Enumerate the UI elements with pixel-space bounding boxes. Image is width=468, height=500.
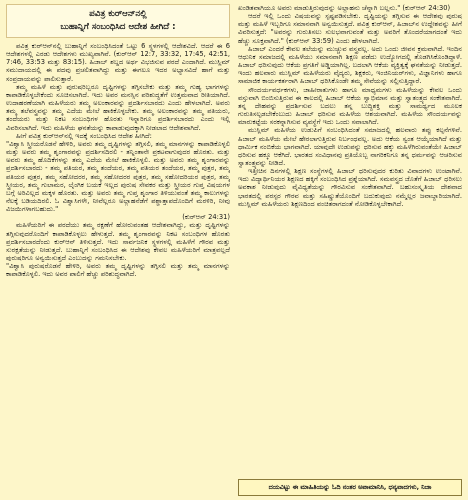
quran-quote-continued: ಖಂಡಿತವಾಗಿಯೂ ಅವರು ಮಾಡುತ್ತಿರುವುದನ್ನು ಅಲ್ಲಾಹನು ಚೆನ್ನಾಗಿ ಬಲ್ಲನು." (ಕುರ್‌ಆನ್ 24:30)	[238, 4, 451, 12]
paragraph: ತಮ್ಮ ಮಹಿಳೆ ಮತ್ತು ಪುರುಷರಿಬ್ಬರೂ ದೃಷ್ಟಿಗಳನ್ನು ತಗ್ಗಿಸಬೇಕು ಮತ್ತು ತಮ್ಮ ಗುಹ್ಯ ಭಾಗಗಳನ್ನು ಕಾಪಾಡಿಕೊಳ್ಳಬೇಕೆಂದು ಸೂಚಿಸಲಾಗಿದೆ. ಇದು ಅವರ ಮನಸ್ಸಿನ ಪರಿಶುದ್ಧತೆಗೆ ಉತ್ತಮವಾದ ರೀತಿಯಾಗಿದೆ. ಉದಾಹರಣೆಯಾಗಿ ಮಹಿಳೆಯರು ತಮ್ಮ ಅಲಂಕಾರವನ್ನು ಪ್ರದರ್ಶಿಸಬಾರದು ಎಂದು ಹೇಳಲಾಗಿದೆ. ಅವರು ತಮ್ಮ ತಲೆವಸ್ತ್ರವನ್ನು ತಮ್ಮ ಎದೆಯ ಮೇಲೆ ಹಾಕಿಕೊಳ್ಳಬೇಕು. ತಮ್ಮ ಅಲಂಕಾರವನ್ನು ತಮ್ಮ ಪತಿಯರು, ತಂದೆಯರು ಮತ್ತು ನಿಕಟ ಸಂಬಂಧಿಗಳ ಹೊರತು ಇನ್ನಾರಿಗೂ ಪ್ರದರ್ಶಿಸಬಾರದು ಎಂದು ಇಲ್ಲಿ ವಿವರಿಸಲಾಗಿದೆ. ಇದು ಮಹಿಳೆಯ ಘನತೆಯನ್ನು ಕಾಪಾಡುವುದಕ್ಕಾಗಿ ನೀಡಲಾದ ಆದೇಶವಾಗಿದೆ.	[6, 82, 230, 132]
paragraph: ಹಿಜಾಬ್ ಎಂದರೆ ಕೇವಲ ತಲೆಯನ್ನು ಮುಚ್ಚುವ ವಸ್ತ್ರವಲ್ಲ. ಅದು ಒಂದು ಜೀವನ ಕ್ರಮವಾಗಿದೆ. ಇಂದಿನ ಆಧುನಿಕ ಸಮಾಜದಲ್ಲಿ ಮಹಿಳೆಯು ಸಮಾನವಾಗಿ ಶಿಕ್ಷಣ ಪಡೆದು ಉದ್ಯೋಗದಲ್ಲಿ ತೊಡಗಿಸಿಕೊಂಡಿದ್ದಾಳೆ. ಹಿಜಾಬ್ ಧರಿಸುವುದು ಆಕೆಯ ಪ್ರಗತಿಗೆ ಅಡ್ಡಿಯಾಗಿಲ್ಲ. ಬದಲಾಗಿ ಆಕೆಯ ವ್ಯಕ್ತಿತ್ವಕ್ಕೆ ಘನತೆಯನ್ನು ನೀಡುತ್ತದೆ. ಇಂದು ಹಲವಾರು ಮುಸ್ಲಿಮ್ ಮಹಿಳೆಯರು ವೈದ್ಯರು, ಶಿಕ್ಷಕರು, ಇಂಜಿನಿಯರ್‌ಗಳು, ವಿಜ್ಞಾನಿಗಳು ಹಾಗೂ ಸಾಮಾಜಿಕ ಕಾರ್ಯಕರ್ತರಾಗಿ ಹಿಜಾಬ್ ಧರಿಸಿಕೊಂಡೇ ತಮ್ಮ ಸೇವೆಯನ್ನು ಸಲ್ಲಿಸುತ್ತಿದ್ದಾರೆ.	[238, 44, 462, 86]
quran-citation: (ಕುರ್‌ಆನ್ 24:31)	[182, 213, 230, 222]
quran-quote: "ವಿಶ್ವಾಸಿ ಪುರುಷರೊಡನೆ ಹೇಳಿರಿ, ಅವರು ತಮ್ಮ ದೃಷ್ಟಿಗಳನ್ನು ತಗ್ಗಿಸಲಿ ಮತ್ತು ತಮ್ಮ ಮಾನಗಳನ್ನು ಕಾಪಾಡಿಕೊಳ್ಳಲಿ. ಇದು ಅವರ ಪಾಲಿಗೆ ಹೆಚ್ಚು ಪರಿಶುದ್ಧವಾಗಿದೆ.	[6, 262, 230, 279]
paragraph: ಪವಿತ್ರ ಕುರ್‌ಆನ್‌ನಲ್ಲಿ ಬುಹಾನ್ನಿಗೆ ಸಂಬಂಧಿಸಿದಂತೆ ಒಟ್ಟು 6 ಸ್ಥಳಗಳಲ್ಲಿ ಆದೇಶವಿದೆ. ಆದರೆ ಈ 6 ಆದೇಶಗಳಲ್ಲಿ ಎರಡು ಆದೇಶಗಳು ಮುಖ್ಯವಾಗಿವೆ. (ಕುರ್‌ಆನ್ 12:7, 33:32, 17:45, 42:51, 7:46, 33:53 ಮತ್ತು 83:15). ಹಿಜಾಬ್ ಶಬ್ದದ ಅರ್ಥ ವಿಭಜಿಸುವ ಪರದೆ ಎಂದಾಗಿದೆ. ಮುಸ್ಲಿಮ್ ಸಮುದಾಯದಲ್ಲಿ ಈ ಪದವು ಪ್ರಚಲಿತವಾಗಿದ್ದು ಮತ್ತು ಈಗಲೂ ಇದರ ಅಭ್ಯಾಸವಿದೆ ಹಾಗೆ ಮತ್ತು ಸಂಪ್ರದಾಯವನ್ನು ಪಾಲಿಸುತ್ತಾರೆ.	[6, 42, 230, 83]
paragraph: ಮಹಿಳೆಯರಿಗೆ ಈ ಪರದೆಯು ತಮ್ಮ ರಕ್ಷಣೆಗೆ ಹೋರುವಂತಹ ಆದೇಶವಾಗಿದ್ದು, ಮತ್ತು ದೃಷ್ಟಿಗಳನ್ನು ತಗ್ಗಿಸುವುದರೊಂದಿಗೆ ಕಾಪಾಡಿಕೊಳ್ಳಲು ಹೇಳುತ್ತದೆ. ತಮ್ಮ ಶೃಂಗಾರವನ್ನು ನಿಕಟ ಸಂಬಂಧಿಗಳ ಹೊರತು ಪ್ರದರ್ಶಿಸಬಾರದೆಂದು ಕುರ್‌ಆನ್ ತಿಳಿಸುತ್ತದೆ. ಇದು ಸಾರ್ವಜನಿಕ ಸ್ಥಳಗಳಲ್ಲಿ ಮಹಿಳೆಗೆ ಗೌರವ ಮತ್ತು ಸುರಕ್ಷತೆಯನ್ನು ನೀಡುತ್ತದೆ. ಬುಹಾನ್ನಿಗೆ ಸಂಬಂಧಿಸಿದ ಈ ಆದೇಶವು ಕೇವಲ ಮಹಿಳೆಯರಿಗೆ ಮಾತ್ರವಲ್ಲದೆ ಪುರುಷರಿಗೂ ಅನ್ವಯಿಸುತ್ತದೆ ಎಂಬುದನ್ನು ಗಮನಿಸಬೇಕು.	[6, 221, 230, 263]
title-line-2: ಬುಹಾನ್ನಿಗೆ ಸಂಬಂಧಿಸಿದ ಆದೇಶ ಹೀಗಿದೆ :	[60, 22, 176, 32]
title-line-1: ಪವಿತ್ರ ಕುರ್‌ಆನ್‌ನಲ್ಲಿ	[89, 9, 147, 19]
right-column	[238, 4, 462, 472]
paragraph: ಹೀಗೆ ಪವಿತ್ರ ಕುರ್‌ಆನ್‌ನಲ್ಲಿ ಇದಕ್ಕೆ ಸಂಬಂಧಿಸಿದ ಆದೇಶ ಹೀಗಿದೆ:	[16, 131, 152, 140]
footer-note: ದಯವಿಟ್ಟು ಈ ಮಾಹಿತಿಯನ್ನು ಓದಿ ನಂತರ ಅಪಾಮಾನಿಸಿ, ಧನ್ಯವಾದಗಳು, ನಿಜಾ	[238, 479, 462, 496]
quran-quote: "ವಿಶ್ವಾಸಿ ಸ್ತ್ರೀಯರೊಡನೆ ಹೇಳಿರಿ, ಅವರು ತಮ್ಮ ದೃಷ್ಟಿಗಳನ್ನು ತಗ್ಗಿಸಲಿ, ತಮ್ಮ ಮಾನಗಳನ್ನು ಕಾಪಾಡಿಕೊಳ್ಳಲಿ ಮತ್ತು ಅವರು ತಮ್ಮ ಶೃಂಗಾರವನ್ನು ಪ್ರದರ್ಶಿಸದಿರಲಿ - ತನ್ನಿಂತಾನೇ ಪ್ರಕಟವಾಗುವುದರ ಹೊರತು. ಮತ್ತು ಅವರು ತಮ್ಮ ಹೊದಿಕೆಗಳನ್ನು ತಮ್ಮ ಎದೆಯ ಮೇಲೆ ಹಾಕಿಕೊಳ್ಳಲಿ. ಮತ್ತು ಅವರು ತಮ್ಮ ಶೃಂಗಾರವನ್ನು ಪ್ರದರ್ಶಿಸಬಾರದು - ತಮ್ಮ ಪತಿಯರ, ತಮ್ಮ ತಂದೆಯರ, ತಮ್ಮ ಪತಿಯರ ತಂದೆಯರ, ತಮ್ಮ ಪುತ್ರರ, ತಮ್ಮ ಪತಿಯರ ಪುತ್ರರ, ತಮ್ಮ ಸಹೋದರರ, ತಮ್ಮ ಸಹೋದರರ ಪುತ್ರರ, ತಮ್ಮ ಸಹೋದರಿಯರ ಪುತ್ರರ, ತಮ್ಮ ಸ್ತ್ರೀಯರ, ತಮ್ಮ ಗುಲಾಮರ, ಲೈಂಗಿಕ ಬಯಕೆ ಇಲ್ಲದ ಪುರುಷ ಸೇವಕರ ಮತ್ತು ಸ್ತ್ರೀಯರ ಗುಪ್ತ ವಿಷಯಗಳ ಬಗ್ಗೆ ಅರಿವಿಲ್ಲದ ಮಕ್ಕಳ ಹೊರತು. ಮತ್ತು ಅವರು ತಮ್ಮ ಗುಪ್ತ ಶೃಂಗಾರ ತಿಳಿಯುವಂತೆ ತಮ್ಮ ಕಾಲುಗಳನ್ನು ನೆಲಕ್ಕೆ ಬಡಿಯದಿರಲಿ. ಓ ವಿಶ್ವಾಸಿಗಳೇ, ನೀವೆಲ್ಲರೂ ಅಲ್ಲಾಹನೆಡೆಗೆ ಪಶ್ಚಾತ್ತಾಪದೊಂದಿಗೆ ಮರಳಿರಿ, ನೀವು ವಿಜಯಿಗಳಾಗಬಹುದು."	[6, 139, 230, 214]
left-column	[6, 42, 230, 496]
paragraph: ಮುಸ್ಲಿಮ್ ಮಹಿಳೆಯ ಉಡುಪಿಗೆ ಸಂಬಂಧಿಸಿದಂತೆ ಸಮಾಜದಲ್ಲಿ ಹಲವಾರು ತಪ್ಪು ಕಲ್ಪನೆಗಳಿವೆ. ಹಿಜಾಬ್ ಮಹಿಳೆಯ ಮೇಲೆ ಹೇರಲಾಗುತ್ತಿರುವ ನಿರ್ಬಂಧವಲ್ಲ. ಅದು ಆಕೆಯ ಸ್ವಂತ ಆಯ್ಕೆಯಾಗಿದೆ ಮತ್ತು ಧಾರ್ಮಿಕ ನಂಬಿಕೆಯ ಭಾಗವಾಗಿದೆ. ಯಾವುದೇ ಉಡುಪನ್ನು ಧರಿಸುವ ಹಕ್ಕು ಮಹಿಳೆಗಿರುವಂತೆಯೇ ಹಿಜಾಬ್ ಧರಿಸುವ ಹಕ್ಕೂ ಆಕೆಗಿದೆ. ಭಾರತದ ಸಂವಿಧಾನವು ಪ್ರತಿಯೊಬ್ಬ ನಾಗರಿಕನಿಗೂ ತನ್ನ ಧರ್ಮವನ್ನು ಆಚರಿಸುವ ಸ್ವಾತಂತ್ರ್ಯವನ್ನು ನೀಡಿದೆ.	[238, 126, 462, 167]
paragraph: ಆದರೆ ಇಲ್ಲಿ ಒಂದು ವಿಷಯವನ್ನು ಸ್ಪಷ್ಟಪಡಿಸಬೇಕು. ದೃಷ್ಟಿಯನ್ನು ತಗ್ಗಿಸುವ ಈ ಆದೇಶವು ಪುರುಷ ಮತ್ತು ಮಹಿಳೆ ಇಬ್ಬರಿಗೂ ಸಮಾನವಾಗಿ ಅನ್ವಯಿಸುತ್ತದೆ. ಪವಿತ್ರ ಕುರ್‌ಆನ್, ಹಿಜಾಬ್‌ನ ಉದ್ದೇಶವನ್ನು ಹೀಗೆ ವಿವರಿಸುತ್ತದೆ: "ಅವರನ್ನು ಗುರುತಿಸಲು ಸುಲಭವಾಗುವಂತೆ ಮತ್ತು ಅವರಿಗೆ ತೊಂದರೆಯಾಗದಂತೆ ಇದು ಹೆಚ್ಚು ಸೂಕ್ತವಾಗಿದೆ." (ಕುರ್‌ಆನ್ 33:59) ಎಂದು ಹೇಳಲಾಗಿದೆ.	[238, 12, 462, 45]
paragraph: ಸೌಂದರ್ಯವರ್ಧಕಗಳು, ಜಾಹೀರಾತುಗಳು ಹಾಗೂ ಮಾಧ್ಯಮಗಳು ಮಹಿಳೆಯನ್ನು ಕೇವಲ ಒಂದು ವಸ್ತುವಾಗಿ ಬಿಂಬಿಸುತ್ತಿರುವ ಈ ಕಾಲದಲ್ಲಿ ಹಿಜಾಬ್ ಆಕೆಯ ಸ್ವಾಭಿಮಾನ ಮತ್ತು ಸ್ವಾತಂತ್ರ್ಯದ ಸಂಕೇತವಾಗಿದೆ. ತನ್ನ ದೇಹವನ್ನು ಪ್ರದರ್ಶಿಸುವ ಬದಲು ತನ್ನ ಬುದ್ಧಿಶಕ್ತಿ ಮತ್ತು ಸಾಮರ್ಥ್ಯದ ಮೂಲಕ ಗುರುತಿಸಲ್ಪಡಬೇಕೆಂಬುದು ಹಿಜಾಬ್ ಧರಿಸುವ ಮಹಿಳೆಯ ಆಶಯವಾಗಿದೆ. ಮಹಿಳೆಯ ಸೌಂದರ್ಯವನ್ನು ಮಾರುಕಟ್ಟೆಯ ಸರಕನ್ನಾಗಿಸುವ ವ್ಯವಸ್ಥೆಗೆ ಇದು ಒಂದು ಸವಾಲಾಗಿದೆ.	[238, 85, 462, 127]
article-title-box	[6, 4, 230, 38]
paragraph: ಇತ್ತೀಚಿನ ದಿನಗಳಲ್ಲಿ ಶಿಕ್ಷಣ ಸಂಸ್ಥೆಗಳಲ್ಲಿ ಹಿಜಾಬ್ ಧರಿಸುವುದರ ಕುರಿತು ವಿವಾದಗಳು ಉಂಟಾಗಿವೆ. ಇದು ವಿದ್ಯಾರ್ಥಿನಿಯರ ಶಿಕ್ಷಣದ ಹಕ್ಕಿಗೆ ಸಂಬಂಧಿಸಿದ ಪ್ರಶ್ನೆಯಾಗಿದೆ. ಸಮವಸ್ತ್ರದ ಜೊತೆಗೆ ಹಿಜಾಬ್ ಧರಿಸಲು ಅವಕಾಶ ನೀಡುವುದು ವೈವಿಧ್ಯತೆಯನ್ನು ಗೌರವಿಸುವ ಸಂಕೇತವಾಗಿದೆ. ಬಹುಸಂಸ್ಕೃತಿಯ ದೇಶವಾದ ಭಾರತದಲ್ಲಿ ಪರಸ್ಪರ ಗೌರವ ಮತ್ತು ಸಹಿಷ್ಣುತೆಯೊಂದಿಗೆ ಬದುಕುವುದು ನಮ್ಮೆಲ್ಲರ ಜವಾಬ್ದಾರಿಯಾಗಿದೆ. ಮುಸ್ಲಿಮ್ ಮಹಿಳೆಯರು ಶಿಕ್ಷಣದಿಂದ ವಂಚಿತರಾಗದಂತೆ ನೋಡಿಕೊಳ್ಳಬೇಕಾಗಿದೆ.	[238, 167, 462, 208]
